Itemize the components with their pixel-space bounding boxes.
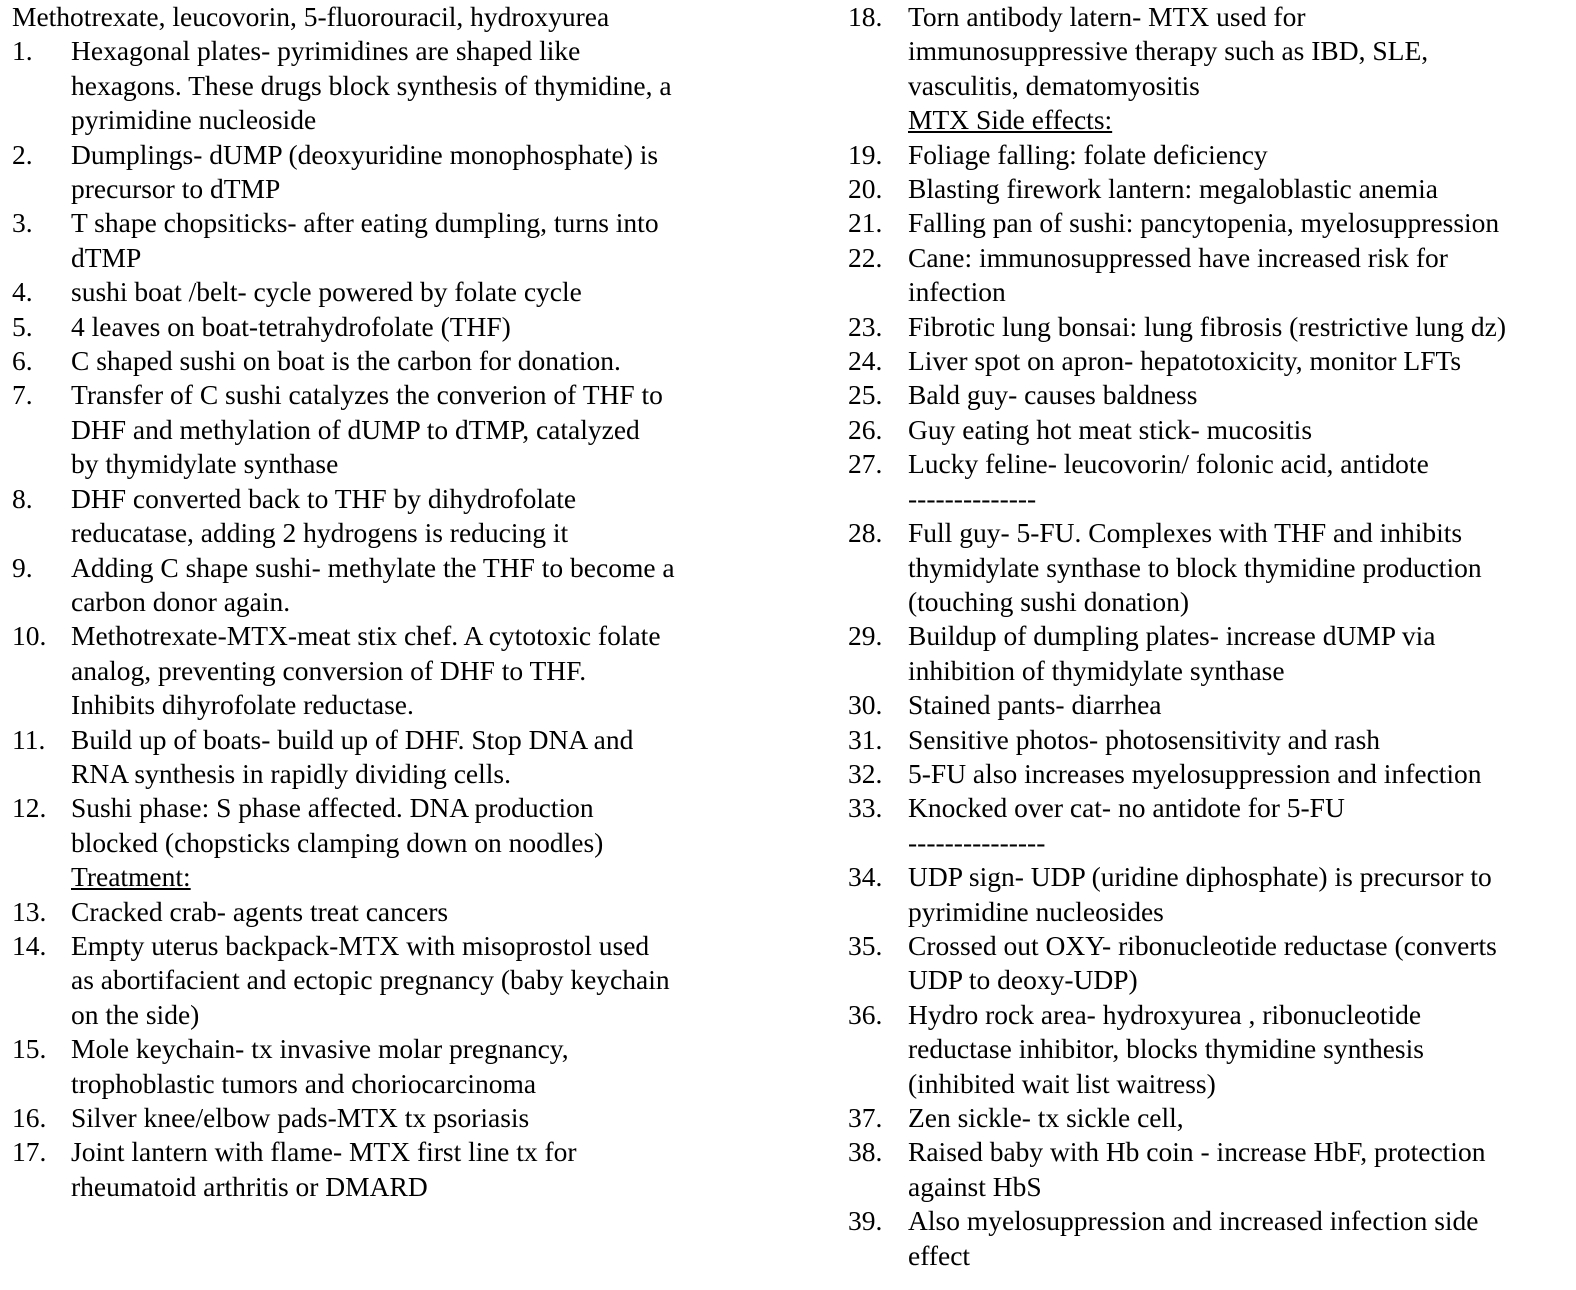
item-text-line: Hydro rock area- hydroxyurea , ribonucleotide xyxy=(908,998,1422,1030)
item-text-line: UDP to deoxy-UDP) xyxy=(908,964,1138,996)
item-text xyxy=(71,138,802,207)
item-text xyxy=(908,1101,1576,1135)
list-item xyxy=(848,0,1576,103)
item-text-line: Fibrotic lung bonsai: lung fibrosis (restrictive lung dz) xyxy=(908,310,1507,342)
item-text-line: Foliage falling: folate deficiency xyxy=(908,138,1268,170)
item-number: 5. xyxy=(12,310,33,342)
list-item xyxy=(848,447,1576,481)
item-text-line: rheumatoid arthritis or DMARD xyxy=(71,1170,428,1202)
item-number: 22. xyxy=(848,241,883,273)
treatment-subheading: Treatment: xyxy=(71,861,191,893)
item-text xyxy=(71,723,802,792)
item-text xyxy=(71,551,802,620)
list-item xyxy=(848,1204,1576,1273)
list-item xyxy=(12,482,802,551)
item-text-line: Methotrexate-MTX-meat stix chef. A cytotoxic folate xyxy=(71,620,661,652)
list-item xyxy=(848,206,1576,240)
item-text xyxy=(71,1135,802,1204)
list-item xyxy=(848,310,1576,344)
item-text-line: 4 leaves on boat-tetrahydrofolate (THF) xyxy=(71,310,511,342)
list-item xyxy=(848,241,1576,310)
item-text-line: RNA synthesis in rapidly dividing cells. xyxy=(71,757,511,789)
item-number: 37. xyxy=(848,1102,883,1133)
item-text xyxy=(71,791,802,860)
item-number: 6. xyxy=(12,345,33,377)
item-text-line: pyrimidine nucleoside xyxy=(71,104,317,136)
item-text xyxy=(71,344,802,378)
section-divider: -------------- xyxy=(908,482,1037,514)
item-number: 20. xyxy=(848,173,883,205)
list-item xyxy=(848,860,1576,929)
right-list-hydroxyurea xyxy=(848,860,1576,1273)
item-text xyxy=(908,688,1576,722)
item-number: 11. xyxy=(12,723,46,755)
item-number: 38. xyxy=(848,1136,883,1168)
left-list-treatment xyxy=(12,895,802,1205)
list-item xyxy=(848,413,1576,447)
item-number: 31. xyxy=(848,723,883,755)
item-text xyxy=(908,516,1576,619)
item-number: 12. xyxy=(12,792,47,824)
item-text-line: Silver knee/elbow pads-MTX tx psoriasis xyxy=(71,1102,530,1133)
item-text-line: Knocked over cat- no antidote for 5-FU xyxy=(908,792,1345,824)
list-item xyxy=(848,344,1576,378)
list-item xyxy=(848,619,1576,688)
right-list-5fu xyxy=(848,516,1576,826)
item-text-line: carbon donor again. xyxy=(71,585,291,617)
list-item xyxy=(12,1032,802,1101)
item-text-line: Adding C shape sushi- methylate the THF to become a xyxy=(71,551,675,583)
item-text-line: Lucky feline- leucovorin/ folonic acid, antidote xyxy=(908,448,1429,480)
item-text xyxy=(908,723,1576,757)
item-number: 7. xyxy=(12,379,33,411)
list-item xyxy=(848,516,1576,619)
item-text-line: Crossed out OXY- ribonucleotide reductase (converts xyxy=(908,929,1497,961)
item-text xyxy=(908,310,1576,344)
item-number: 24. xyxy=(848,345,883,377)
list-item xyxy=(848,791,1576,825)
item-text xyxy=(71,895,802,929)
item-number: 36. xyxy=(848,998,883,1030)
item-number: 26. xyxy=(848,413,883,445)
list-item xyxy=(12,551,802,620)
list-item xyxy=(12,929,802,1032)
list-item xyxy=(848,688,1576,722)
item-number: 4. xyxy=(12,276,33,308)
item-text-line: dTMP xyxy=(71,241,142,273)
list-item xyxy=(848,1101,1576,1135)
item-number: 1. xyxy=(12,35,33,67)
item-text xyxy=(71,275,802,309)
item-text xyxy=(71,619,802,722)
right-list-side-effects xyxy=(848,138,1576,482)
item-text-line: Cane: immunosuppressed have increased risk for xyxy=(908,241,1448,273)
item-text-line: Also myelosuppression and increased infection side xyxy=(908,1205,1479,1237)
item-text xyxy=(908,447,1576,481)
right-list-intro xyxy=(848,0,1576,103)
list-item xyxy=(12,138,802,207)
item-text xyxy=(908,791,1576,825)
item-text-line: Transfer of C sushi catalyzes the converion of THF to xyxy=(71,379,663,411)
item-number: 28. xyxy=(848,517,883,549)
list-item xyxy=(12,1101,802,1135)
item-text-line: Buildup of dumpling plates- increase dUMP via xyxy=(908,620,1436,652)
item-text xyxy=(908,1204,1576,1273)
item-text-line: sushi boat /belt- cycle powered by folate cycle xyxy=(71,276,582,308)
item-text-line: by thymidylate synthase xyxy=(71,448,339,480)
item-number: 15. xyxy=(12,1033,47,1065)
item-text-line: reducatase, adding 2 hydrogens is reducing it xyxy=(71,517,569,549)
item-text xyxy=(908,172,1576,206)
list-item xyxy=(12,723,802,792)
list-item xyxy=(848,138,1576,172)
item-number: 25. xyxy=(848,379,883,411)
document-title: Methotrexate, leucovorin, 5-fluorouracil, hydroxyurea xyxy=(12,1,610,32)
item-text xyxy=(71,1101,802,1135)
item-text xyxy=(908,757,1576,791)
list-item xyxy=(12,895,802,929)
item-text xyxy=(908,241,1576,310)
item-text-line: on the side) xyxy=(71,998,200,1030)
item-text-line: as abortifacient and ectopic pregnancy (baby keychain xyxy=(71,964,670,996)
list-item xyxy=(12,791,802,860)
list-item xyxy=(848,757,1576,791)
list-item xyxy=(848,172,1576,206)
item-number: 17. xyxy=(12,1136,47,1168)
item-number: 27. xyxy=(848,448,883,480)
item-text-line: reductase inhibitor, blocks thymidine synthesis xyxy=(908,1033,1424,1065)
item-text-line: Torn antibody latern- MTX used for xyxy=(908,1,1306,32)
list-item xyxy=(12,34,802,137)
item-text xyxy=(71,929,802,1032)
item-text-line: analog, preventing conversion of DHF to THF. xyxy=(71,654,587,686)
section-divider: --------------- xyxy=(908,826,1046,858)
item-text-line: UDP sign- UDP (uridine diphosphate) is precursor to xyxy=(908,861,1492,893)
item-text-line: Sensitive photos- photosensitivity and rash xyxy=(908,723,1381,755)
right-column xyxy=(848,0,1576,1273)
item-text-line: Inhibits dihyrofolate reductase. xyxy=(71,689,414,721)
item-text xyxy=(71,206,802,275)
item-number: 30. xyxy=(848,689,883,721)
item-text-line: blocked (chopsticks clamping down on noodles) xyxy=(71,826,604,858)
item-text xyxy=(908,138,1576,172)
list-item xyxy=(12,344,802,378)
side-effects-subheading: MTX Side effects: xyxy=(908,104,1113,136)
item-text-line: pyrimidine nucleosides xyxy=(908,895,1164,927)
item-text-line: Stained pants- diarrhea xyxy=(908,689,1162,721)
item-number: 19. xyxy=(848,138,883,170)
item-text-line: Guy eating hot meat stick- mucositis xyxy=(908,413,1313,445)
item-text-line: Mole keychain- tx invasive molar pregnancy, xyxy=(71,1033,569,1065)
item-number: 14. xyxy=(12,929,47,961)
item-text-line: Sushi phase: S phase affected. DNA production xyxy=(71,792,594,824)
item-text xyxy=(908,206,1576,240)
item-text-line: (touching sushi donation) xyxy=(908,585,1190,617)
item-text-line: Falling pan of sushi: pancytopenia, myelosuppression xyxy=(908,207,1500,239)
list-item xyxy=(12,275,802,309)
item-number: 29. xyxy=(848,620,883,652)
item-text xyxy=(71,482,802,551)
item-number: 8. xyxy=(12,482,33,514)
item-number: 13. xyxy=(12,895,47,927)
list-item xyxy=(848,998,1576,1101)
item-number: 35. xyxy=(848,929,883,961)
list-item xyxy=(12,378,802,481)
list-item xyxy=(12,206,802,275)
item-text xyxy=(908,860,1576,929)
item-text-line: vasculitis, dematomyositis xyxy=(908,69,1200,101)
item-number: 16. xyxy=(12,1102,47,1133)
item-text xyxy=(908,344,1576,378)
item-text-line: Zen sickle- tx sickle cell, xyxy=(908,1102,1184,1133)
item-text-line: Full guy- 5-FU. Complexes with THF and inhibits xyxy=(908,517,1463,549)
item-text-line: immunosuppressive therapy such as IBD, SLE, xyxy=(908,35,1429,67)
item-text-line: trophoblastic tumors and choriocarcinoma xyxy=(71,1067,537,1099)
list-item xyxy=(848,723,1576,757)
item-text-line: (inhibited wait list waitress) xyxy=(908,1067,1216,1099)
item-text-line: Empty uterus backpack-MTX with misoprostol used xyxy=(71,929,650,961)
item-text-line: Build up of boats- build up of DHF. Stop DNA and xyxy=(71,723,634,755)
list-item xyxy=(848,1135,1576,1204)
item-number: 10. xyxy=(12,620,47,652)
item-text-line: Blasting firework lantern: megaloblastic anemia xyxy=(908,173,1438,205)
list-item xyxy=(848,378,1576,412)
item-text-line: precursor to dTMP xyxy=(71,173,281,205)
item-text xyxy=(71,1032,802,1101)
list-item xyxy=(12,619,802,722)
item-text-line: Joint lantern with flame- MTX first line tx for xyxy=(71,1136,577,1168)
item-text-line: Liver spot on apron- hepatotoxicity, monitor LFTs xyxy=(908,345,1462,377)
item-number: 21. xyxy=(848,207,883,239)
item-number: 32. xyxy=(848,757,883,789)
item-text-line: 5-FU also increases myelosuppression and infection xyxy=(908,757,1482,789)
item-text xyxy=(908,413,1576,447)
item-text xyxy=(908,998,1576,1101)
list-item xyxy=(848,929,1576,998)
item-text-line: C shaped sushi on boat is the carbon for donation. xyxy=(71,345,621,377)
item-number: 9. xyxy=(12,551,33,583)
item-text xyxy=(908,929,1576,998)
item-text-line: Hexagonal plates- pyrimidines are shaped like xyxy=(71,35,581,67)
item-text-line: Raised baby with Hb coin - increase HbF, protection xyxy=(908,1136,1486,1168)
item-text-line: against HbS xyxy=(908,1170,1042,1202)
item-number: 33. xyxy=(848,792,883,824)
item-text xyxy=(908,0,1576,103)
item-text-line: inhibition of thymidylate synthase xyxy=(908,654,1285,686)
item-text-line: effect xyxy=(908,1239,971,1271)
item-text xyxy=(71,34,802,137)
left-column xyxy=(12,0,802,1204)
item-text-line: Cracked crab- agents treat cancers xyxy=(71,895,449,927)
left-list xyxy=(12,34,802,860)
item-number: 34. xyxy=(848,861,883,893)
item-text xyxy=(908,378,1576,412)
item-text-line: Bald guy- causes baldness xyxy=(908,379,1198,411)
item-text-line: T shape chopsiticks- after eating dumpling, turns into xyxy=(71,207,659,239)
item-text-line: Dumplings- dUMP (deoxyuridine monophosphate) is xyxy=(71,138,659,170)
item-number: 23. xyxy=(848,310,883,342)
item-text-line: infection xyxy=(908,276,1006,308)
item-text-line: hexagons. These drugs block synthesis of thymidine, a xyxy=(71,69,672,101)
list-item xyxy=(12,310,802,344)
item-text xyxy=(71,378,802,481)
item-number: 2. xyxy=(12,138,33,170)
list-item xyxy=(12,1135,802,1204)
item-number: 39. xyxy=(848,1205,883,1237)
item-text-line: thymidylate synthase to block thymidine production xyxy=(908,551,1482,583)
item-number: 18. xyxy=(848,1,883,32)
item-text xyxy=(908,1135,1576,1204)
item-number: 3. xyxy=(12,207,33,239)
item-text-line: DHF and methylation of dUMP to dTMP, catalyzed xyxy=(71,413,640,445)
item-text xyxy=(71,310,802,344)
item-text xyxy=(908,619,1576,688)
item-text-line: DHF converted back to THF by dihydrofolate xyxy=(71,482,577,514)
